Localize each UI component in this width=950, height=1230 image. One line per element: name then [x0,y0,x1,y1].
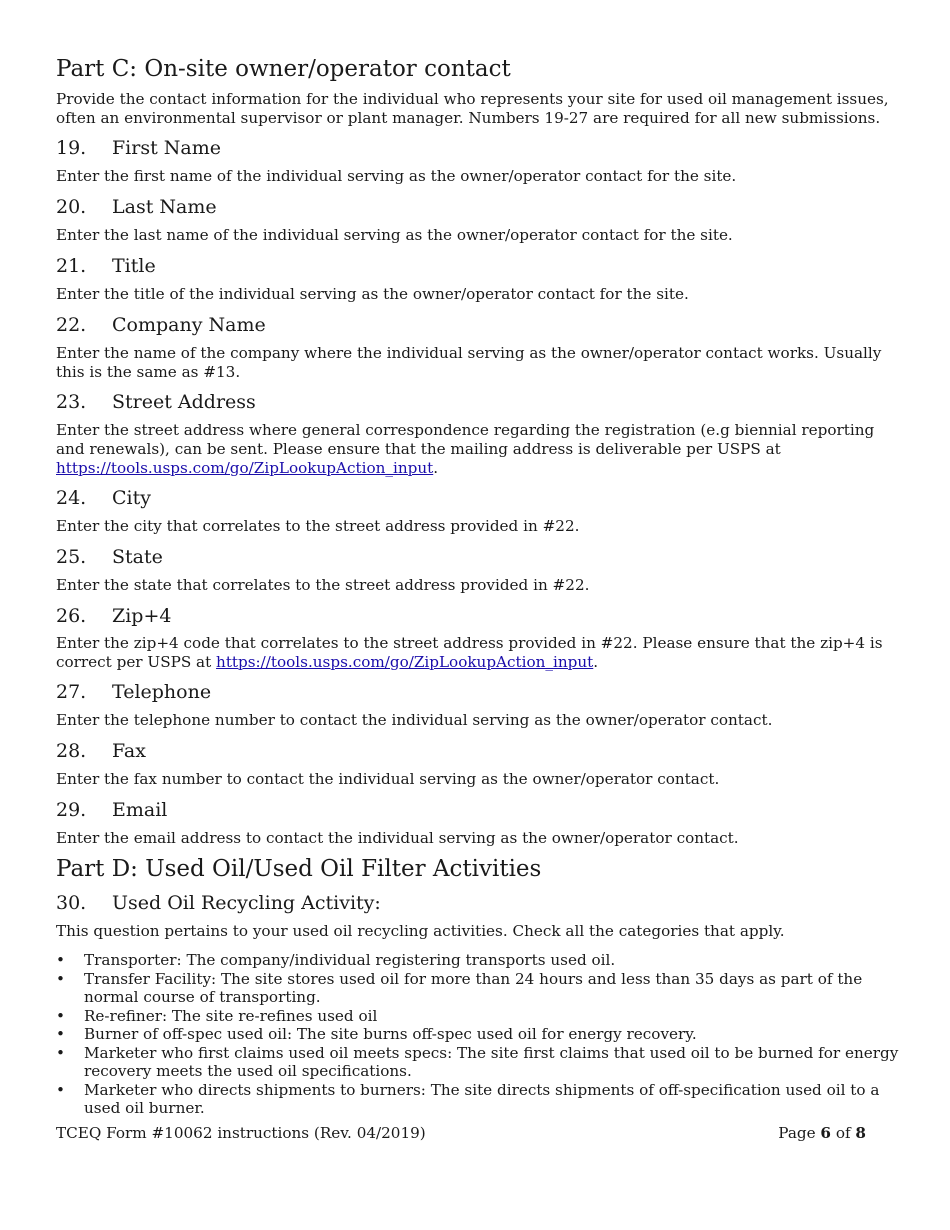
item-25-text: Enter the state that correlates to the street address provided in #22. [56,576,590,594]
item-number: 29. [56,799,87,821]
item-number: 30. [56,892,87,914]
item-title: Used Oil Recycling Activity: [112,892,381,914]
item-23-heading [56,390,256,414]
list-item-text: Marketer who first claims used oil meets specs: The site first claims that used oil to be burned for energy recovery meets the used oil specifications. [84,1043,899,1080]
list-item [56,970,901,1007]
item-20-heading [56,195,217,219]
list-item [56,1081,901,1118]
item-28-text: Enter the fax number to contact the individual serving as the owner/operator contact. [56,770,720,788]
list-item-text: Marketer who directs shipments to burners: The site directs shipments of off-specification used oil to a used oil burner. [84,1080,880,1117]
item-19-heading [56,136,221,160]
item-title: First Name [112,137,221,159]
item-title: Email [112,799,168,821]
item-21-heading [56,254,156,278]
item-27-heading [56,680,211,704]
item-number: 19. [56,137,87,159]
item-number: 27. [56,681,87,703]
item-29-heading [56,798,167,822]
item-21-text: Enter the title of the individual serving as the owner/operator contact for the site. [56,285,689,303]
item-number: 26. [56,605,87,627]
item-number: 20. [56,196,87,218]
item-30-heading [56,891,381,915]
list-item-text: Burner of off-spec used oil: The site burns off-spec used oil for energy recovery. [84,1025,697,1043]
item-title: Street Address [112,391,256,413]
item-23-text [56,421,901,478]
bullet: • [56,951,65,969]
page-footer [56,1124,866,1143]
page-number: 6 [820,1124,831,1142]
item-number: 28. [56,740,87,762]
item-23-punct: . [433,459,439,477]
list-item [56,1044,901,1081]
item-title: Fax [112,740,146,762]
item-number: 25. [56,546,87,568]
bullet: • [56,1080,65,1099]
part-c-heading: Part C: On-site owner/operator contact [56,56,511,82]
item-title: State [112,546,163,568]
item-22-heading [56,313,266,337]
item-28-heading [56,739,146,763]
list-item [56,1007,901,1026]
bullet: • [56,969,65,988]
form-reference: TCEQ Form #10062 instructions (Rev. 04/2019) [56,1124,426,1142]
page-label: Page [778,1124,816,1142]
part-d-heading: Part D: Used Oil/Used Oil Filter Activities [56,856,542,882]
part-c-intro: Provide the contact information for the individual who represents your site for used oil management issues, often an environmental supervisor or plant manager. Numbers 19-27 are required for all new submissions. [56,90,889,127]
item-number: 21. [56,255,87,277]
item-19-text: Enter the first name of the individual serving as the owner/operator contact for the site. [56,167,737,185]
item-26-text [56,634,901,672]
list-item [56,1025,901,1044]
bullet: • [56,1043,65,1062]
item-title: City [112,487,151,509]
item-24-text: Enter the city that correlates to the street address provided in #22. [56,517,580,535]
bullet: • [56,1006,65,1025]
list-item-text: Re-refiner: The site re-refines used oil [84,1006,378,1025]
item-23-body: Enter the street address where general correspondence regarding the registration (e.g biennial reporting and renewals), can be sent. Please ensure that the mailing address is deliverable per USPS at [56,421,875,458]
item-29-text: Enter the email address to contact the individual serving as the owner/operator contact. [56,829,739,847]
item-26-body: Enter the zip+4 code that correlates to the street address provided in #22. Please ensure that the zip+4 is correct per USPS at [56,634,883,671]
item-number: 24. [56,487,87,509]
of-label: of [835,1124,851,1142]
page-total: 8 [855,1124,866,1142]
item-title: Title [112,255,156,277]
item-25-heading [56,545,163,569]
item-27-text: Enter the telephone number to contact the individual serving as the owner/operator contact. [56,711,773,729]
item-number: 22. [56,314,87,336]
item-30-text: This question pertains to your used oil recycling activities. Check all the categories that apply. [56,922,785,940]
item-22-text: Enter the name of the company where the individual serving as the owner/operator contact works. Usually this is the same as #13. [56,344,882,381]
item-20-text: Enter the last name of the individual serving as the owner/operator contact for the site. [56,226,733,244]
item-26-punct: . [593,653,599,671]
usps-lookup-link[interactable]: https://tools.usps.com/go/ZipLookupAction_input [56,459,434,477]
item-number: 23. [56,391,87,413]
list-item [56,951,901,970]
list-item-text: Transporter: The company/individual registering transports used oil. [84,951,616,969]
item-title: Last Name [112,196,217,218]
item-title: Zip+4 [112,605,172,627]
usps-lookup-link[interactable]: https://tools.usps.com/go/ZipLookupAction_input [216,653,594,671]
item-26-heading [56,604,171,628]
activity-list [56,951,901,1118]
list-item-text: Transfer Facility: The site stores used oil for more than 24 hours and less than 35 days as part of the normal course of transporting. [84,969,863,1006]
item-title: Telephone [112,681,212,703]
bullet: • [56,1025,65,1043]
page-indicator [778,1124,866,1143]
item-title: Company Name [112,314,266,336]
item-24-heading [56,486,151,510]
